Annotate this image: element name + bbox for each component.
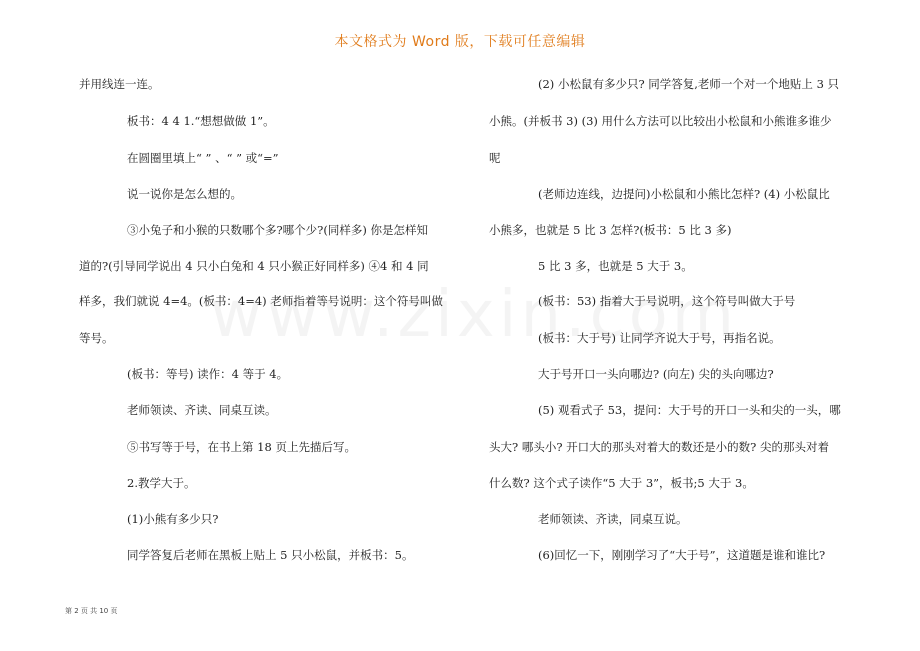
right-line: 什么数? 这个式子读作“5 大于 3”，板书;5 大于 3。 <box>489 476 754 490</box>
left-line: 2.教学大于。 <box>127 476 196 490</box>
right-line: 老师领读、齐读，同桌互说。 <box>538 512 688 526</box>
left-line: 道的?(引导同学说出 4 只小白兔和 4 只小猴正好同样多) ④4 和 4 同 <box>79 259 429 273</box>
right-line: 小熊。(并板书 3) (3) 用什么方法可以比较出小松鼠和小熊谁多谁少 <box>489 114 832 128</box>
right-line: (6)回忆一下，刚刚学习了“大于号”，这道题是谁和谁比? <box>538 548 826 562</box>
right-line: 呢 <box>489 151 501 165</box>
left-line: (1)小熊有多少只? <box>127 512 219 526</box>
left-line: (板书：等号) 读作：4 等于 4。 <box>127 367 289 381</box>
left-line: 在圆圈里填上“ ” 、“ ” 或“=” <box>127 151 279 165</box>
left-line: 并用线连一连。 <box>79 77 160 91</box>
right-line: (老师边连线，边提问)小松鼠和小熊比怎样? (4) 小松鼠比 <box>538 187 830 201</box>
left-line: 老师领读、齐读、同桌互读。 <box>127 403 277 417</box>
left-line: 样多，我们就说 4=4。(板书：4=4) 老师指着等号说明：这个符号叫做 <box>79 294 443 308</box>
right-line: (板书：53) 指着大于号说明，这个符号叫做大于号 <box>538 294 796 308</box>
left-line: 说一说你是怎么想的。 <box>127 187 242 201</box>
right-line: (板书：大于号) 让同学齐说大于号，再指名说。 <box>538 331 781 345</box>
right-line: 大于号开口一头向哪边? (向左) 尖的头向哪边? <box>538 367 774 381</box>
left-line: ⑤书写等于号，在书上第 18 页上先描后写。 <box>127 440 356 454</box>
left-line: ③小兔子和小猴的只数哪个多?哪个少?(同样多) 你是怎样知 <box>127 223 428 237</box>
right-line: (2) 小松鼠有多少只? 同学答复,老师一个对一个地贴上 3 只 <box>538 77 840 91</box>
right-line: (5) 观看式子 53，提问：大于号的开口一头和尖的一头，哪 <box>538 403 841 417</box>
right-line: 5 比 3 多，也就是 5 大于 3。 <box>538 259 693 273</box>
right-line: 头大? 哪头小? 开口大的那头对着大的数还是小的数? 尖的那头对着 <box>489 440 829 454</box>
right-line: 小熊多，也就是 5 比 3 怎样?(板书：5 比 3 多) <box>489 223 732 237</box>
page-header-title: 本文格式为 Word 版，下载可任意编辑 <box>334 34 586 50</box>
left-line: 等号。 <box>79 331 114 345</box>
left-line: 板书：4 4 1.“想想做做 1”。 <box>127 114 275 128</box>
left-line: 同学答复后老师在黑板上贴上 5 只小松鼠，并板书：5。 <box>127 548 414 562</box>
page-footer: 第 2 页 共 10 页 <box>65 607 118 615</box>
